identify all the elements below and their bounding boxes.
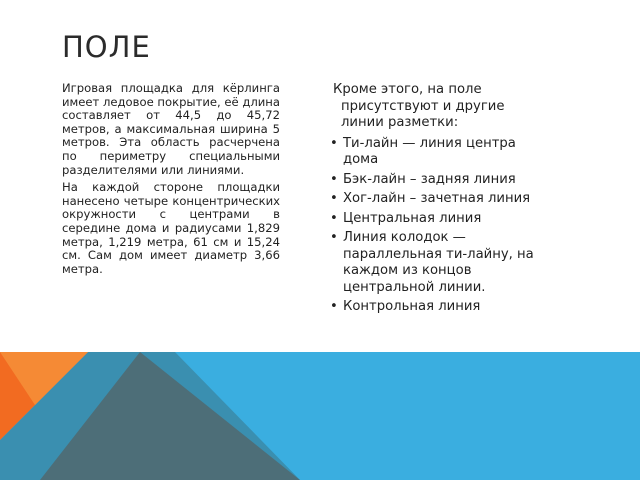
left-paragraph: Игровая площадка для кёрлинга имеет ледовое покрытие, её длина составляет от 44,5 до 45,72 метров, а максимальная ширина 5 метров. Эта область расчерчена по периметру специальными разделителями или линиями.	[62, 81, 280, 177]
left-paragraph: На каждой стороне площадки нанесено четыре концентрических окружности с центрами в середине дома и радиусами 1,829 метра, 1,219 метра, 61 см и 15,24 см. Сам дом имеет диаметр 3,66 метра.	[62, 180, 280, 276]
left-text-column	[62, 82, 280, 280]
right-text-column	[330, 82, 548, 319]
bullet-icon: •	[330, 210, 338, 226]
list-item-text: Хог-лайн – зачетная линия	[343, 191, 531, 206]
list-item-text: Линия колодок — параллельная ти-лайну, на каждом из концов центральной линии.	[343, 230, 534, 295]
list-item	[330, 135, 548, 169]
list-item	[330, 171, 548, 189]
bullet-icon: •	[330, 135, 338, 151]
list-item	[330, 299, 548, 316]
bullet-icon: •	[330, 191, 338, 206]
list-item-text: Контрольная линия	[343, 299, 481, 314]
list-item-text: Бэк-лайн – задняя линия	[343, 171, 516, 187]
page-title: ПОЛЕ	[62, 30, 151, 64]
list-item	[330, 210, 548, 228]
list-item	[330, 230, 548, 296]
bullet-icon: •	[330, 171, 338, 187]
list-item-text: Ти-лайн — линия центра дома	[343, 135, 516, 167]
list-item	[330, 191, 548, 208]
right-intro: Кроме этого, на поле присутствуют и другие линии разметки:	[333, 82, 505, 130]
markings-list	[330, 135, 548, 316]
list-item-text: Центральная линия	[343, 210, 482, 226]
bullet-icon: •	[330, 299, 338, 314]
bullet-icon: •	[330, 230, 338, 245]
